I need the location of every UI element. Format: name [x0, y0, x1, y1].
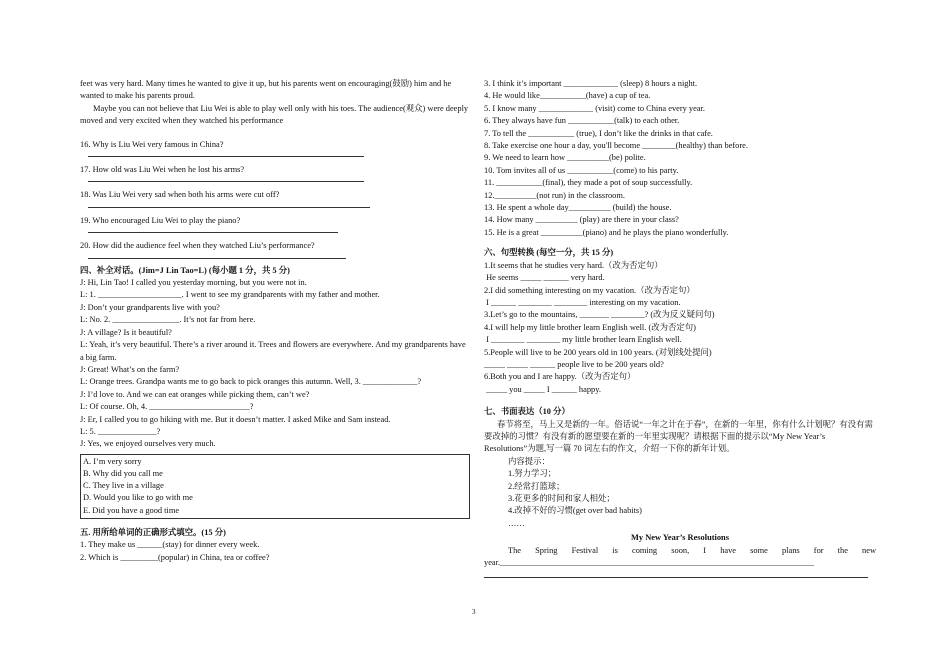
essay-line-2[interactable]: year.___________________________________________________________________________	[484, 558, 815, 568]
question-18: 18. Was Liu Wei very sad when both his arms were cut off?	[80, 190, 280, 200]
fill-item-15: 15. He is a great __________(piano) and he plays the piano wonderfully.	[484, 227, 729, 237]
fill-item-4: 4. He would like___________(have) a cup of tea.	[484, 91, 651, 101]
fill-item-2: 2. Which is _________(popular) in China, tea or coffee?	[80, 552, 270, 562]
question-19: 19. Who encouraged Liu Wei to play the piano?	[80, 215, 241, 225]
hint-item: 2.经常打篮球；	[508, 481, 565, 491]
dialogue-line: L: Of course. Oh, 4. ________________________?	[80, 402, 254, 412]
transform-item: 6.Both you and I are happy.（改为否定句）	[484, 372, 636, 382]
passage-para-1: feet was very hard. Many times he wanted to give it up, but his parents went on encouraging(鼓励) him and he wanted to make his parents proud.	[80, 79, 454, 101]
dialogue	[80, 277, 470, 451]
option-a: A. I’m very sorry	[83, 456, 142, 466]
fill-item-12: 12.__________(not run) in the classroom.	[484, 190, 625, 200]
option-c: C. They live in a village	[83, 481, 164, 491]
section-7-title: 七、书面表达（10 分）	[484, 407, 570, 417]
transform-item: 4.I will help my little brother learn English well. (改为否定句)	[484, 322, 696, 332]
options-box	[80, 454, 470, 519]
question-20: 20. How did the audience feel when they watched Liu’s performance?	[80, 241, 315, 251]
transform-item: I ______ ________ ________ interesting on my vacation.	[484, 297, 681, 307]
hint-item: 4.改掉不好的习惯(get over bad habits)	[508, 506, 642, 516]
dialogue-line: L: 5. ______________?	[80, 426, 161, 436]
answer-line-20[interactable]	[88, 253, 346, 259]
left-column	[80, 78, 470, 564]
fill-item-3: 3. I think it’s important _____________ (sleep) 8 hours a night.	[484, 79, 698, 88]
section-6-title: 六、句型转换 (每空一分，共 15 分)	[484, 248, 614, 258]
dialogue-line: J: Great! What’s on the farm?	[80, 364, 180, 374]
transform-item: I ________ ________ my little brother learn English well.	[484, 335, 682, 345]
transform-item: 2.I did something interesting on my vacation.（改为否定句）	[484, 285, 695, 295]
option-d: D. Would you like to go with me	[83, 493, 193, 503]
dialogue-line: J: I’d love to. And we can eat oranges while picking them, can’t we?	[80, 389, 310, 399]
dialogue-line: J: Er, I called you to go hiking with me. But it doesn’t matter. I asked Mike and Sam instead.	[80, 414, 391, 424]
hints-label: 内容提示：	[508, 456, 550, 466]
dialogue-line: J: Don’t your grandparents live with you?	[80, 302, 220, 312]
section-4-title: 四、补全对话。(Jim=J Lin Tao=L) (每小题 1 分，共 5 分)	[80, 265, 290, 275]
option-e: E. Did you have a good time	[83, 505, 180, 515]
fill-item-5: 5. I know many _____________ (visit) come to China every year.	[484, 103, 705, 113]
question-16: 16. Why is Liu Wei very famous in China?	[80, 139, 224, 149]
question-17: 17. How old was Liu Wei when he lost his arms?	[80, 165, 245, 175]
dialogue-line: L: Yeah, it’s very beautiful. There’s a river around it. Trees and flowers are everywhere. And my grandparents have a big farm.	[80, 340, 468, 362]
fill-item-6: 6. They always have fun ___________(talk) to each other.	[484, 116, 680, 126]
transform-item: 1.It seems that he studies very hard.（改为否定句）	[484, 260, 663, 270]
section-5-title: 五. 用所给单词的正确形式填空。(15 分)	[80, 527, 226, 537]
fill-item-7: 7. To tell the ___________ (true), I don’t like the drinks in that cafe.	[484, 128, 713, 138]
essay-answer-line[interactable]	[484, 569, 868, 578]
fill-item-13: 13. He spent a whole day__________ (build) the house.	[484, 203, 672, 213]
essay-title: My New Year’s Resolutions	[631, 533, 729, 543]
writing-prompt: 春节将至，马上又是新的一年。俗话说“一年之计在于春”，在新的一年里，你有什么计划呢？有没有需要改掉的习惯？有没有新的愿望要在新的一年里实现呢？请根据下面的提示以“My New Year’s Resolutions”为题,写一篇 70 词左右的作文，介绍一下你的新年计划。	[484, 419, 873, 454]
dialogue-line: J: Hi, Lin Tao! I called you yesterday morning, but you were not in.	[80, 278, 307, 288]
dialogue-line: L: Orange trees. Grandpa wants me to go back to pick oranges this autumn. Well, 3. _____________?	[80, 377, 422, 387]
dialogue-line: L: 1. ____________________. I went to see my grandparents with my father and mother.	[80, 290, 380, 300]
transform-item: He seems _____ ______ very hard.	[484, 273, 605, 283]
passage-para-2: Maybe you can not believe that Liu Wei is able to play well only with his toes. The audience(观众) were deeply moved and very excited when they watched his performance	[80, 103, 471, 126]
hint-item: 1.努力学习；	[508, 469, 557, 479]
right-column	[484, 78, 876, 578]
dialogue-line: L: No. 2. ________________. It’s not far from here.	[80, 315, 256, 325]
transform-item: 5.People will live to be 200 years old in 100 years. (对划线处提问)	[484, 347, 712, 357]
hint-item: 3.花更多的时间和家人相处；	[508, 494, 615, 503]
dialogue-line: J: A village? Is it beautiful?	[80, 327, 172, 337]
fill-item-14: 14. How many __________ (play) are there in your class?	[484, 215, 679, 225]
transform-item: _____ _____ ______ people live to be 200 years old?	[484, 359, 664, 369]
option-b: B. Why did you call me	[83, 468, 163, 478]
fill-item-1: 1. They make us ______(stay) for dinner every week.	[80, 540, 260, 550]
hint-item: ……	[508, 518, 525, 528]
dialogue-line: J: Yes, we enjoyed ourselves very much.	[80, 439, 216, 449]
fill-item-11: 11. ___________(final), they made a pot of soup successfully.	[484, 178, 693, 188]
transform-item: _____ you _____ I ______ happy.	[484, 384, 601, 394]
fill-item-8: 8. Take exercise one hour a day, you'll become ________(healthy) than before.	[484, 141, 748, 151]
essay-line-1: The Spring Festival is coming soon, I have some plans for the new	[508, 545, 876, 555]
page-number: 3	[472, 608, 476, 616]
fill-item-10: 10. Tom invites all of us ___________(come) to his party.	[484, 165, 679, 175]
transform-item: 3.Let’s go to the mountains, _______ ________? (改为反义疑问句)	[484, 310, 715, 320]
fill-item-9: 9. We need to learn how __________(be) polite.	[484, 153, 646, 163]
